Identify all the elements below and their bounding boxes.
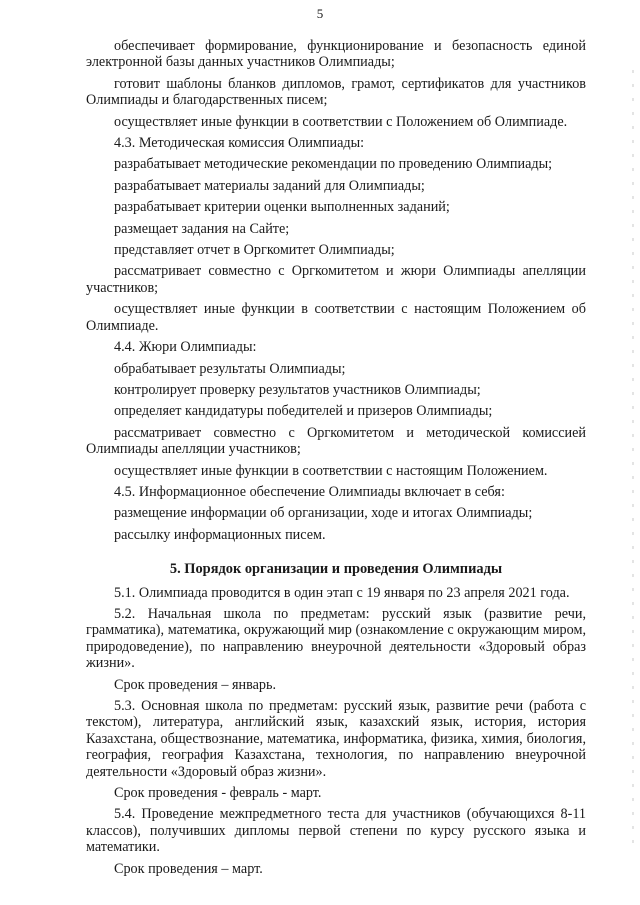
- paragraph: Срок проведения – март.: [114, 860, 263, 877]
- paragraph: разрабатывает критерии оценки выполненных заданий;: [114, 199, 450, 216]
- paragraph: рассматривает совместно с Оргкомитетом и методической комиссией Олимпиады апелляции участников;: [86, 424, 586, 458]
- paragraph: контролирует проверку результатов участников Олимпиады;: [114, 381, 481, 398]
- paragraph: обеспечивает формирование, функционирование и безопасность единой электронной базы данных участников Олимпиады;: [86, 38, 586, 71]
- paragraph: рассматривает совместно с Оргкомитетом и жюри Олимпиады апелляции участников;: [86, 263, 586, 296]
- paragraph: размещает задания на Сайте;: [114, 220, 290, 237]
- paragraph: разрабатывает материалы заданий для Олимпиады;: [114, 177, 425, 194]
- paragraph: представляет отчет в Оргкомитет Олимпиады;: [114, 242, 395, 259]
- document-body: [86, 38, 586, 882]
- paragraph: рассылку информационных писем.: [114, 526, 326, 543]
- paragraph: определяет кандидатуры победителей и призеров Олимпиады;: [114, 403, 493, 420]
- paragraph: размещение информации об организации, ходе и итогах Олимпиады;: [114, 505, 533, 522]
- paragraph: готовит шаблоны бланков дипломов, грамот, сертификатов для участников Олимпиады и благодарственных писем;: [86, 75, 586, 109]
- subsection-heading: 4.5. Информационное обеспечение Олимпиады включает в себя:: [114, 483, 505, 500]
- paragraph: 5.1. Олимпиада проводится в один этап с 19 января по 23 апреля 2021 года.: [114, 584, 570, 601]
- paragraph: осуществляет иные функции в соответствии с Положением об Олимпиаде.: [114, 113, 568, 130]
- paragraph: Срок проведения - февраль - март.: [114, 785, 322, 802]
- paragraph: 5.3. Основная школа по предметам: русский язык, развитие речи (работа с текстом), литература, английский язык, казахский язык, история, история Казахстана, обществознание, математика, информатика, физика, химия, биология, география, география Казахстана, технология, по направлению внеурочной деятельности «Здоровый образ жизни».: [86, 698, 586, 780]
- paragraph: обрабатывает результаты Олимпиады;: [114, 360, 346, 377]
- section-title: 5. Порядок организации и проведения Олимпиады: [169, 561, 503, 578]
- paragraph: осуществляет иные функции в соответствии с настоящим Положением об Олимпиаде.: [86, 301, 586, 334]
- paragraph: 5.4. Проведение межпредметного теста для участников (обучающихся 8-11 классов), получивших дипломы первой степени по курсу русского языка и математики.: [86, 806, 586, 856]
- paragraph: Срок проведения – январь.: [114, 676, 277, 693]
- subsection-heading: 4.3. Методическая комиссия Олимпиады:: [114, 135, 365, 152]
- paragraph: осуществляет иные функции в соответствии с настоящим Положением.: [114, 462, 548, 479]
- paragraph: разрабатывает методические рекомендации по проведению Олимпиады;: [114, 156, 553, 173]
- paragraph: 5.2. Начальная школа по предметам: русский язык (развитие речи, грамматика), математика, окружающий мир (ознакомление с окружающим миром, природоведение), по направлению внеурочной деятельности «Здоровый образ жизни».: [86, 605, 586, 672]
- subsection-heading: 4.4. Жюри Олимпиады:: [114, 339, 257, 356]
- page-number: 5: [316, 6, 324, 21]
- scan-edge-artifact: [632, 70, 634, 850]
